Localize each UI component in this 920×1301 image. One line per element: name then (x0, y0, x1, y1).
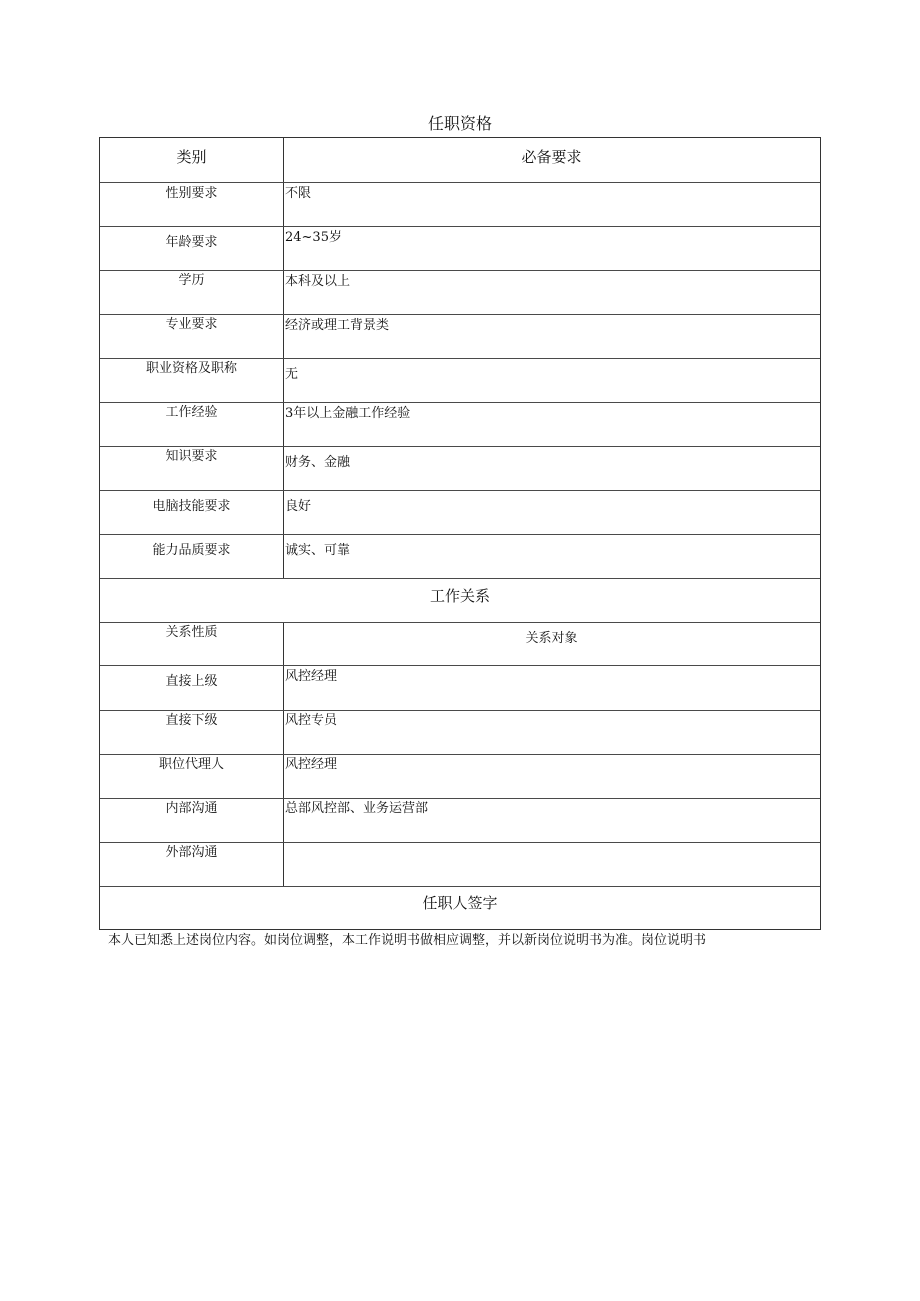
relation-value-superior: 风控经理 (285, 669, 338, 684)
relations-header-target: 关系对象 (525, 631, 578, 646)
qual-value-education: 本科及以上 (285, 274, 351, 289)
row-divider (100, 402, 820, 403)
qual-label-major: 专业要求 (165, 317, 218, 332)
relation-value-deputy: 风控经理 (285, 757, 338, 772)
row-divider (100, 314, 820, 315)
row-divider (100, 182, 820, 183)
row-divider (100, 490, 820, 491)
doc-title: 任职资格 (427, 114, 492, 133)
qual-label-age: 年龄要求 (165, 235, 218, 250)
row-divider (100, 665, 820, 666)
qual-value-age: 24~35岁 (285, 230, 342, 245)
header-category: 类别 (176, 148, 207, 166)
qual-label-computer-skills: 电脑技能要求 (152, 499, 231, 514)
header-requirement: 必备要求 (521, 148, 582, 166)
qual-label-certification: 职业资格及职称 (145, 361, 237, 376)
qual-label-abilities: 能力品质要求 (152, 543, 231, 558)
row-divider (100, 798, 820, 799)
row-divider (100, 622, 820, 623)
section-title-signature: 任职人签字 (422, 894, 498, 912)
qual-value-abilities: 诚实、可靠 (285, 543, 351, 558)
relation-label-internal: 内部沟通 (165, 801, 218, 816)
relation-value-subordinate: 风控专员 (285, 713, 338, 728)
row-divider (100, 446, 820, 447)
qual-label-knowledge: 知识要求 (165, 449, 218, 464)
row-divider (100, 754, 820, 755)
relation-label-deputy: 职位代理人 (158, 757, 224, 772)
relation-label-subordinate: 直接下级 (165, 713, 218, 728)
section-title-relations: 工作关系 (429, 587, 490, 605)
row-divider (100, 358, 820, 359)
row-divider (100, 270, 820, 271)
relation-label-external: 外部沟通 (165, 845, 218, 860)
relations-header-nature: 关系性质 (165, 625, 218, 640)
qual-label-experience: 工作经验 (165, 405, 218, 420)
qual-label-education: 学历 (178, 273, 205, 288)
qual-label-gender: 性别要求 (165, 186, 218, 201)
acknowledgement-text: 本人已知悉上述岗位内容。如岗位调整，本工作说明书做相应调整，并以新岗位说明书为准。岗位说明书 (108, 933, 707, 948)
row-divider (100, 578, 820, 579)
relation-value-internal: 总部风控部、业务运营部 (285, 801, 429, 816)
row-divider (100, 886, 820, 887)
qual-value-certification: 无 (285, 367, 299, 382)
row-divider (100, 842, 820, 843)
qual-value-computer-skills: 良好 (285, 499, 312, 514)
row-divider (100, 534, 820, 535)
row-divider (100, 710, 820, 711)
qual-value-experience: 3年以上金融工作经验 (285, 406, 411, 421)
row-divider (100, 226, 820, 227)
qual-value-major: 经济或理工背景类 (285, 318, 390, 333)
qual-value-knowledge: 财务、金融 (285, 455, 351, 470)
job-description-table (99, 137, 821, 930)
qual-value-gender: 不限 (285, 186, 312, 201)
relation-label-superior: 直接上级 (165, 674, 218, 689)
